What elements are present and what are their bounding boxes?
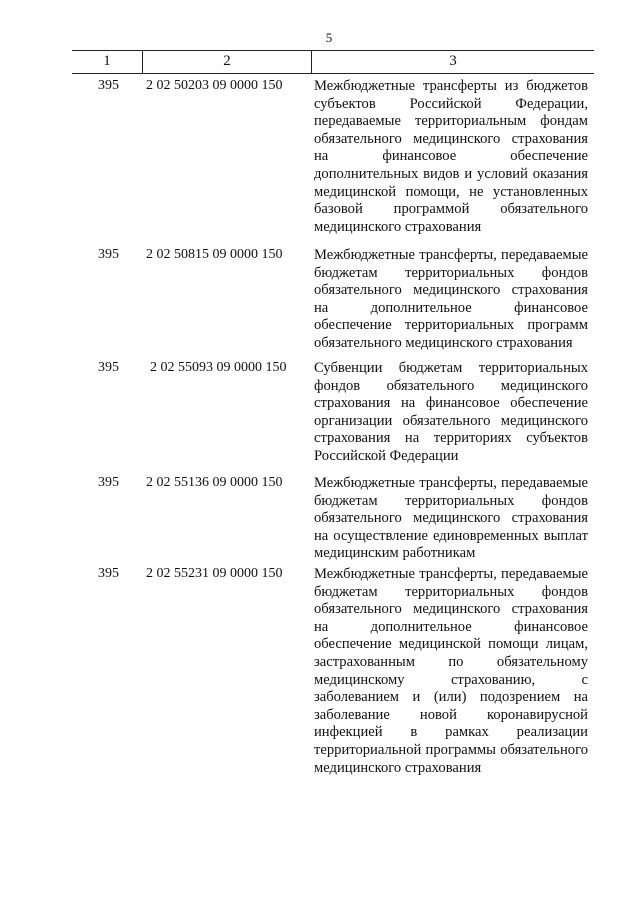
admin-code: 395 — [98, 566, 119, 581]
income-description: Межбюджетные трансферты из бюджетов субъектов Российской Федерации, передаваемые территориальным фондам обязательного медицинского страхования на финансовое обеспечение дополнительных видов и условий оказания медицинской помощи, не установленных базовой программой обязательного медицинского страхования — [314, 78, 588, 235]
income-description: Субвенции бюджетам территориальных фондов обязательного медицинского страхования на финансовое обеспечение организации обязательного медицинского страхования на территориях субъектов Российской Федерации — [314, 360, 588, 464]
column-divider — [311, 51, 312, 73]
budget-classification-code: 2 02 55136 09 0000 150 — [146, 475, 283, 490]
budget-classification-code: 2 02 55231 09 0000 150 — [146, 566, 283, 581]
admin-code: 395 — [98, 247, 119, 262]
budget-classification-code: 2 02 50203 09 0000 150 — [146, 78, 283, 93]
admin-code: 395 — [98, 78, 119, 93]
column-header-2: 2 — [223, 53, 231, 69]
column-header-3: 3 — [449, 53, 457, 69]
budget-codes-table — [72, 50, 594, 74]
column-header-1: 1 — [103, 53, 111, 69]
income-description: Межбюджетные трансферты, передаваемые бюджетам территориальных фондов обязательного медицинского страхования на дополнительное финансовое обеспечение территориальных программ обязательного медицинского страхования — [314, 247, 588, 351]
admin-code: 395 — [98, 360, 119, 375]
income-description: Межбюджетные трансферты, передаваемые бюджетам территориальных фондов обязательного медицинского страхования на осуществление единовременных выплат медицинским работникам — [314, 475, 588, 562]
budget-classification-code: 2 02 55093 09 0000 150 — [150, 360, 287, 375]
admin-code: 395 — [98, 475, 119, 490]
budget-classification-code: 2 02 50815 09 0000 150 — [146, 247, 283, 262]
column-divider — [142, 51, 143, 73]
income-description: Межбюджетные трансферты, передаваемые бюджетам территориальных фондов обязательного медицинского страхования на дополнительное финансовое обеспечение медицинской помощи лицам, застрахованным по обязательному медицинскому страхованию, с заболеванием и (или) подозрением на заболевание новой коронавирусной инфекцией в рамках реализации территориальной программы обязательного медицинского страхования — [314, 566, 588, 776]
table-header-row — [72, 50, 594, 74]
page-number: 5 — [325, 30, 333, 45]
